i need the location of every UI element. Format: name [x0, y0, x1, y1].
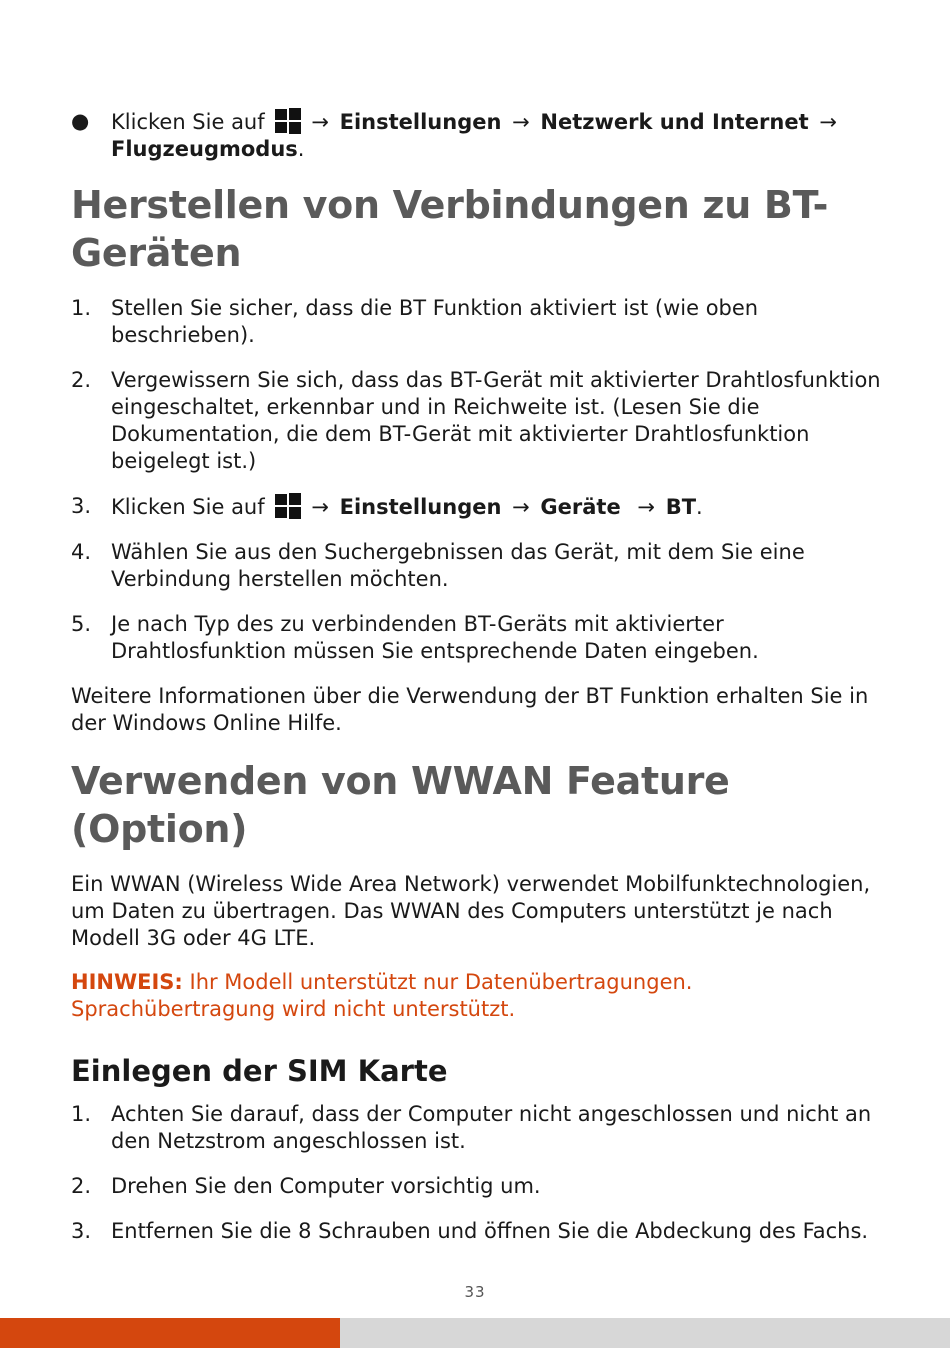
- list-item: ● Klicken Sie auf → Einstellungen → Netzwerk und Internet → Flugzeugmodus.: [71, 109, 837, 161]
- list-item: 4. Wählen Sie aus den Suchergebnissen das Gerät, mit dem Sie eine Verbindung herstellen möchten.: [71, 540, 805, 591]
- page-number: 33: [464, 1283, 486, 1301]
- note-label: HINWEIS:: [71, 970, 183, 994]
- list-item: 1. Stellen Sie sicher, dass die BT Funktion aktiviert ist (wie oben beschrieben).: [71, 296, 759, 347]
- footer-accent-bar: [0, 1318, 340, 1348]
- list-item: 5. Je nach Typ des zu verbindenden BT-Geräts mit aktivierter Drahtlosfunktion müssen Sie entsprechende Daten eingeben.: [71, 612, 759, 663]
- note-text: Ihr Modell unterstützt nur Datenübertragungen. Sprachübertragung wird nicht unterstützt.: [71, 970, 693, 1021]
- bullet-icon: ●: [71, 109, 90, 133]
- paragraph: Ein WWAN (Wireless Wide Area Network) verwendet Mobilfunktechnologien, um Daten zu übertragen. Das WWAN des Computers unterstützt je nach Modell 3G oder 4G LTE.: [71, 872, 871, 950]
- menu-path-network: Netzwerk und Internet: [540, 110, 809, 134]
- footer-gray-bar: [340, 1318, 950, 1348]
- arrow-icon: →: [311, 495, 329, 519]
- menu-path-airplane: Flugzeugmodus: [111, 137, 298, 161]
- note-callout: [71, 969, 891, 1023]
- list-item: 3. Entfernen Sie die 8 Schrauben und öffnen Sie die Abdeckung des Fachs.: [71, 1219, 869, 1243]
- paragraph: Weitere Informationen über die Verwendung der BT Funktion erhalten Sie in der Windows Online Hilfe.: [71, 684, 869, 735]
- section-heading-sim: Einlegen der SIM Karte: [71, 1054, 448, 1088]
- page-content: [71, 108, 891, 1245]
- list-item: 1. Achten Sie darauf, dass der Computer nicht angeschlossen und nicht an den Netzstrom angeschlossen ist.: [71, 1102, 872, 1153]
- menu-path-settings: Einstellungen: [339, 495, 502, 519]
- windows-logo-icon: [275, 108, 301, 134]
- windows-logo-icon: [275, 493, 301, 519]
- list-item: 2. Drehen Sie den Computer vorsichtig um.: [71, 1174, 541, 1198]
- menu-path-devices: Geräte: [540, 495, 621, 519]
- menu-path-settings: Einstellungen: [339, 110, 502, 134]
- arrow-icon: →: [512, 110, 530, 134]
- section-heading-wwan: Verwenden von WWAN Feature (Option): [71, 759, 730, 851]
- list-item: 2. Vergewissern Sie sich, dass das BT-Gerät mit aktivierter Drahtlosfunktion eingeschaltet, erkennbar und in Reichweite ist. (Lesen Sie die Dokumentation, die dem BT-Gerät mit aktivierter Drahtlosfunktion beigelegt ist.): [71, 368, 881, 473]
- menu-path-bt: BT: [665, 495, 697, 519]
- list-item: 3. Klicken Sie auf → Einstellungen → Geräte → BT.: [71, 494, 703, 519]
- arrow-icon: →: [819, 110, 837, 134]
- section-heading-bt: Herstellen von Verbindungen zu BT-Geräten: [71, 183, 829, 275]
- arrow-icon: →: [311, 110, 329, 134]
- arrow-icon: →: [512, 495, 530, 519]
- arrow-icon: →: [637, 495, 655, 519]
